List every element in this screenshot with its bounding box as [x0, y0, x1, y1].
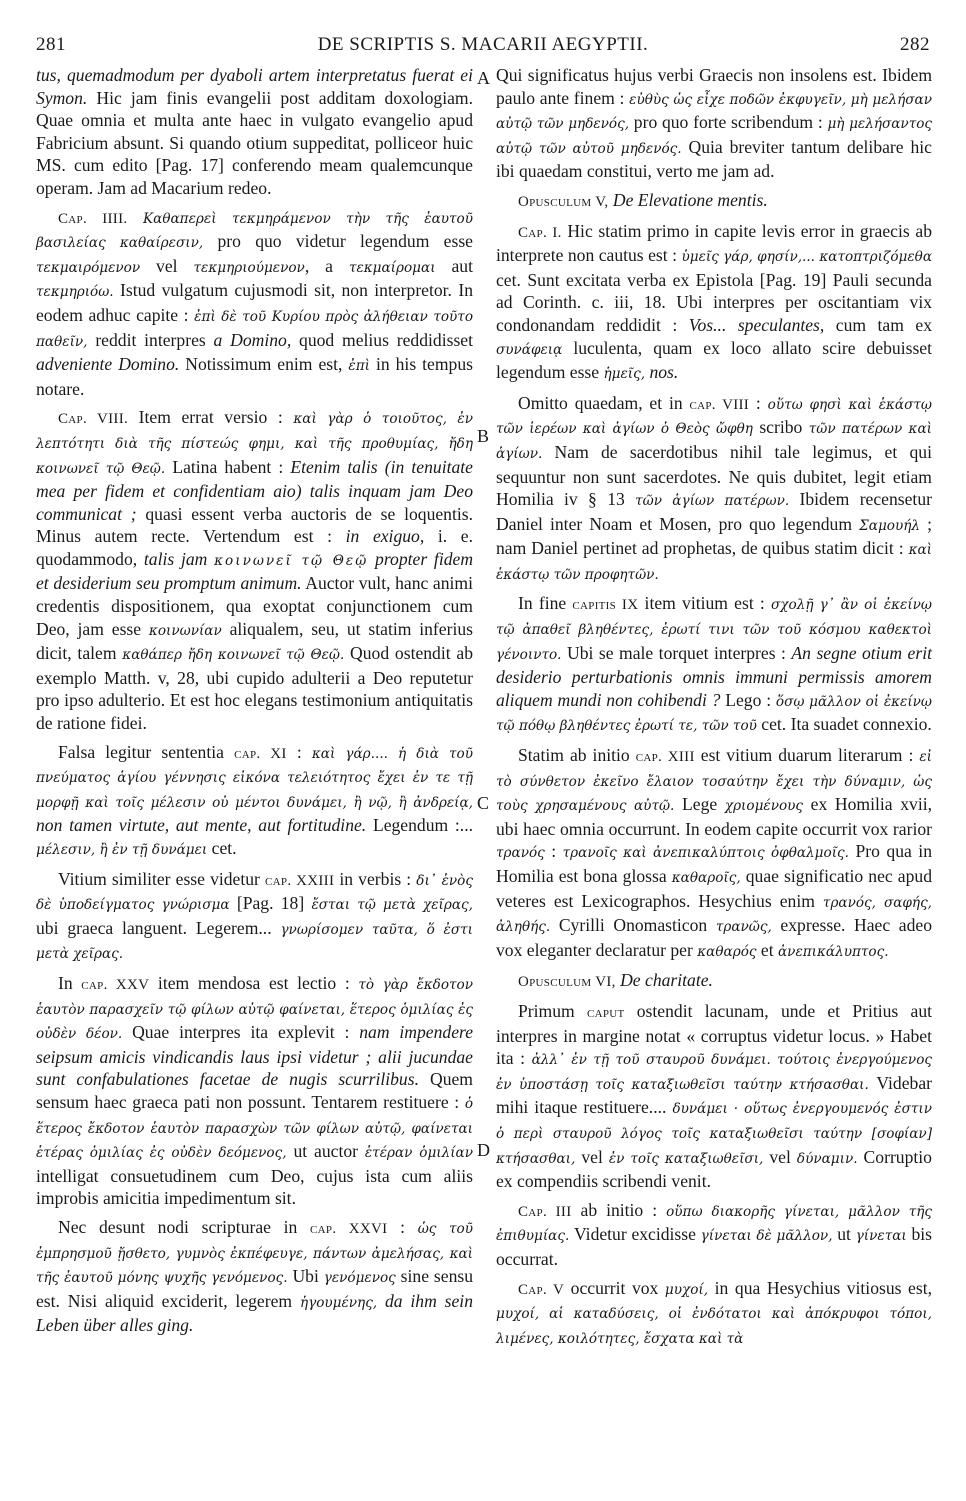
- greek-text: γενόμενος: [323, 1270, 396, 1287]
- opusculum-label: Opusculum VI,: [518, 974, 616, 991]
- text: bis occurrat.: [496, 1224, 932, 1269]
- text: ubi graeca languent. Legerem...: [36, 917, 281, 938]
- text: Qui significatus hujus verbi Graecis non insolens est. Ibidem paulo ante finem :: [496, 65, 932, 108]
- text: Auctor vult, hanc animi credentis dispositionem, qua exoptat conjunctionem cum Deo, jam esse: [36, 573, 474, 639]
- text: Falsa legitur sententia: [58, 741, 235, 762]
- chapter-ref: Cap. III: [518, 1203, 572, 1220]
- greek-text: καὶ γάρ.... ἡ διὰ τοῦ πνεύματος ἁγίου γέννησις εἰκόνα τελειότητος ἔχει ἐν τε τῇ μορφῇ καὶ τοῖς μέλεσιν οὐ μέντοι δυνάμει, ἢ νῷ, ἢ ἀνδρείᾳ,: [36, 745, 474, 811]
- greek-text: γίνεται δὲ μᾶλλον,: [700, 1228, 833, 1245]
- text: ex Homilia xvii, ubi haec omnia occurrunt. In eodem capite occurrit vox rarior: [496, 794, 932, 839]
- text: reddit interpres: [87, 329, 214, 350]
- chapter-ref: Cap. V: [518, 1281, 565, 1298]
- running-title: DE SCRIPTIS S. MACARII AEGYPTII.: [317, 34, 649, 55]
- text: Vitium similiter esse videtur: [58, 868, 266, 889]
- text: expresse. Haec adeo vox eleganter declaratur per: [496, 915, 932, 960]
- greek-text: καθάπερ ἤδη κοινωνεῖ τῷ Θεῷ.: [122, 647, 345, 664]
- text: pro quo forte scribendum :: [629, 112, 828, 133]
- greek-text: ἑτέραν ὁμιλίαν: [364, 1145, 473, 1162]
- paragraph: [36, 406, 473, 734]
- text: Nam de sacerdotibus nihil tale legimus, et qui sequuntur non sunt sacerdotes. Ne quis dubitet, legit etiam Homilia iv § 13: [496, 441, 932, 510]
- text: quasi essent verba auctoris de se loquentis. Minus autem recte. Vertendum est :: [36, 503, 473, 547]
- text: ut: [832, 1224, 856, 1245]
- greek-text: τῶν πατέρων καὶ ἁγίων.: [496, 421, 932, 462]
- chapter-ref: cap. XXV: [81, 976, 150, 993]
- greek-text: ἡμεῖς,: [603, 366, 646, 383]
- paragraph: [496, 392, 932, 587]
- paragraph: [496, 64, 932, 183]
- text: cet. Ita suadet connexio.: [756, 714, 932, 735]
- text: Item errat versio :: [128, 407, 294, 428]
- greek-text: ἔσται τῷ μετὰ χεῖρας,: [311, 897, 473, 914]
- text: Hic statim primo in capite levis error in graecis ab interprete non cautus est :: [496, 220, 932, 266]
- greek-text: ἀνεπικάλυπτος.: [778, 943, 889, 960]
- greek-text: καὶ γὰρ ὁ τοιοῦτος, ἐν λεπτότητι διὰ τῆς πίστεώς φημι, καὶ τῆς προθυμίας, ἤδη κοινωνεῖ τῷ Θεῷ.: [36, 411, 473, 477]
- greek-text: ὡς τοῦ ἐμπρησμοῦ ᾔσθετο, γυμνὸς ἐκπέφευγε, πάντων ἀμελήσας, καὶ τῆς ἑαυτοῦ μόνης ψυχῆς γενόμενος.: [36, 1220, 473, 1287]
- text: Nec desunt nodi scripturae in: [58, 1216, 311, 1237]
- text: Corruptio ex compendiis scribendi venit.: [496, 1146, 932, 1192]
- text: et: [756, 939, 778, 960]
- text: Legendum :...: [366, 815, 474, 836]
- greek-text: γίνεται: [855, 1228, 907, 1245]
- greek-text: ὑμεῖς γάρ, φησίν,... κατοπτριζόμεθα: [681, 249, 933, 266]
- greek-text: τῶν ἁγίων πατέρων.: [635, 493, 790, 510]
- italic-text: propter fidem et desiderium seu promptum animum.: [36, 548, 474, 594]
- greek-text: συνάφειᾳ: [496, 341, 563, 358]
- greek-text: Καθαπερεὶ τεκμηράμενον τὴν τῆς ἑαυτοῦ βασιλείας καθαίρεσιν,: [36, 210, 473, 252]
- text: Cyrilli Onomasticon: [550, 915, 716, 936]
- text: ut auctor: [286, 1141, 365, 1162]
- text: intelligat consuetudinem cum Deo, cujus ista cum aliis improbis amicitia impedimentum sit.: [36, 1165, 473, 1209]
- text: est vitium duarum literarum :: [694, 745, 920, 766]
- greek-text: καθαροῖς,: [671, 870, 741, 886]
- text: Quia breviter tantum delibare hic ibi quaedam constitui, verto me jam ad.: [496, 136, 932, 182]
- text: i. e. quodammodo,: [36, 526, 473, 569]
- greek-text: μυχοί, αἱ καταδύσεις, οἱ ἐνδότατοι καὶ ἀπόκρυφοι τόποι, λιμένες, κοιλότητες, ἔσχατα καὶ τὰ: [496, 1306, 932, 1347]
- text: Quae interpres ita explevit :: [122, 1022, 360, 1043]
- greek-text: γνωρίσομεν ταῦτα, ὅ ἐστι μετὰ χεῖρας.: [36, 921, 473, 963]
- italic-text: da ihm sein Leben über alles ging.: [36, 1290, 473, 1336]
- text: Primum: [518, 1000, 587, 1021]
- text: item vitium est :: [638, 593, 771, 614]
- greek-text: μὴ μελήσαντος αὐτῷ τῶν αὐτοῦ μηδενός.: [496, 116, 933, 157]
- text: Istud vulgatum cujusmodi sit, non interpretor. In eodem adhuc capite :: [36, 280, 473, 325]
- text: Ubi: [287, 1266, 324, 1287]
- text: In: [58, 972, 82, 993]
- text: Videtur excidisse: [569, 1224, 701, 1245]
- paragraph: [496, 592, 932, 738]
- greek-text: μέλεσιν, ἢ ἐν τῇ δυνάμει: [36, 842, 208, 858]
- greek-text: ὅσῳ μᾶλλον οἱ ἐκείνῳ τῷ πόθῳ βληθέντες ἐρωτί τε, τῶν τοῦ: [496, 693, 933, 735]
- chapter-ref: Cap. VIII.: [58, 411, 129, 428]
- greek-text: ὁ ἕτερος ἔκδοτον ἑαυτὸν παρασχὼν τῶν φίλων αὐτῷ, φαίνεται ἑτέρας ὁμιλίας ἐς οὐδὲν δεόμενος,: [36, 1095, 473, 1162]
- text: [Pag. 18]: [229, 893, 312, 914]
- chapter-ref: caput: [586, 1004, 625, 1021]
- greek-text: τρανός, σαφής, ἀληθής.: [496, 894, 933, 936]
- italic-text: nos.: [645, 362, 679, 383]
- text: Statim ab initio: [518, 745, 636, 766]
- text: ab initio :: [571, 1199, 667, 1220]
- greek-text: ἐν τοῖς καταξιωθεῖσι,: [608, 1150, 764, 1167]
- greek-text: δι᾽ ἑνὸς δὲ ὑποδείγματος γνώρισμα: [36, 872, 473, 914]
- text: quae significatio nec apud veteres est Lexicographos. Hesychius enim: [496, 866, 932, 911]
- chapter-ref: cap. XI: [234, 745, 287, 762]
- paragraph: [496, 1277, 932, 1351]
- italic-text: An segne otium erit desiderio perturbationis omnis immuni permissis amorem aliquem mundi non cohibendi ?: [496, 642, 932, 710]
- text: cet.: [207, 838, 237, 858]
- text: Videbar mihi itaque restituere....: [496, 1072, 932, 1118]
- greek-text: κοινωνεῖ τῷ Θεῷ: [214, 552, 369, 569]
- chapter-ref: capitis IX: [572, 597, 639, 614]
- chapter-ref: Cap. IIII.: [58, 210, 128, 227]
- text: vel: [763, 1146, 797, 1167]
- greek-text: ἐπὶ δὲ τοῦ Κυρίου πρὸς ἀλήθειαν τοῦτο παθεῖν,: [36, 308, 473, 350]
- page-number-left: 281: [36, 34, 66, 55]
- italic-text: Etenim talis (in tenuitate mea per fidem et confidentiam aio) talis inquam jam Deo communicat ;: [36, 456, 473, 524]
- text: Hic jam finis evangelii post additam doxologiam. Quae omnia et multa ante haec in vulgato evangelio apud Fabricium absunt. Si quando otium suppeditat, polliceor huic MS. cum edito [Pag. 17] conferendo meam qualemcunque operam. Jam ad Macarium redeo.: [36, 87, 473, 198]
- greek-text: μυχοί,: [664, 1281, 709, 1298]
- paragraph: [36, 741, 473, 862]
- text: vel: [140, 255, 194, 276]
- greek-text: τεκμαιρόμενον: [36, 259, 141, 276]
- margin-marker-d: D: [477, 1140, 490, 1160]
- greek-text: τὸ γὰρ ἔκδοτον ἑαυτὸν παρασχεῖν τῷ φίλων αὐτῷ φαίνεται, ἕτερος ὁμιλίας ἐς οὐδὲν δέον.: [36, 976, 473, 1043]
- greek-text: τρανῶς,: [715, 919, 772, 936]
- text: Lego :: [720, 689, 776, 710]
- text: quod melius reddidisset: [291, 329, 473, 350]
- text: in verbis :: [334, 868, 417, 889]
- greek-text: Σαμουήλ: [859, 517, 920, 534]
- text: in qua Hesychius vitiosus est,: [708, 1277, 932, 1298]
- text: ; nam Daniel pertinet ad prophetas, de quibus statim dicit :: [496, 513, 932, 559]
- text: Pro qua in Homilia est bona glossa: [496, 841, 932, 886]
- greek-text: καθαρός: [697, 943, 757, 960]
- margin-marker-b: B: [477, 426, 490, 446]
- text: Ubi se male torquet interpres :: [561, 642, 792, 663]
- section-title: De charitate.: [615, 970, 713, 991]
- italic-text: adveniente Domino.: [36, 354, 180, 375]
- paragraph: [496, 1000, 932, 1193]
- text: luculenta, quam ex loco allato scire debuisset legendum esse: [496, 337, 932, 383]
- greek-text: κοινωνίαν: [148, 622, 222, 639]
- page-header: [36, 34, 930, 64]
- greek-text: σχολῇ γ᾽ ἂν οἱ ἐκείνῳ τῷ ἀπαθεῖ βληθέντες, ἐρωτί τινι τῶν τοῦ κόσμου καθεκτοὶ γένοιντο.: [496, 597, 933, 663]
- page-number-right: 282: [900, 34, 930, 55]
- text: :: [286, 741, 312, 762]
- greek-text: ἀλλ᾽ ἐν τῇ τοῦ σταυροῦ δυνάμει. τούτοις ἐνεργούμενος ἐν ὑποστάσῃ τοῖς καταξιωθεῖσι ταύτην κτήσασθαι.: [496, 1052, 932, 1093]
- margin-marker-c: C: [477, 793, 490, 813]
- paragraph: [36, 972, 473, 1210]
- text: in his tempus notare.: [36, 354, 473, 399]
- chapter-ref: cap. XIII: [635, 749, 695, 766]
- text: Ibidem recensetur Daniel inter Noam et Mosen, pro quo legendum: [496, 489, 932, 534]
- paragraph: [36, 868, 473, 966]
- text: In fine: [518, 593, 573, 614]
- text: sine sensu est. Nisi aliquid exciderit, legerem: [36, 1266, 474, 1311]
- text: scribo: [752, 417, 809, 438]
- section-title: De Elevatione mentis.: [608, 189, 768, 210]
- greek-text: δυνάμει · οὕτως ἐνεργουμενός ἐστιν ὁ περὶ σταυροῦ λόγος τοῖς καταξιωθεῖσι ταύτην [σοφίαν] κτήσασθαι,: [496, 1101, 932, 1167]
- text: :: [749, 392, 768, 413]
- paragraph: [496, 744, 932, 963]
- text: vel: [575, 1146, 609, 1167]
- text: cum tam ex: [824, 314, 932, 335]
- text: Latina habent :: [165, 456, 291, 477]
- paragraph: [36, 206, 473, 401]
- italic-text: nam impendere seipsum amicis vindicandis laus ipsi videtur ; alii jucundae sunt confabulationes facetae de nugis scurrilibus.: [36, 1022, 473, 1090]
- chapter-ref: cap. XXIII: [265, 872, 335, 889]
- text: Omitto quaedam, et in: [518, 392, 690, 413]
- paragraph: [36, 1216, 473, 1337]
- section-heading: [496, 969, 932, 994]
- italic-text: talis jam: [143, 548, 215, 569]
- text: Notissimum enim est,: [179, 354, 349, 375]
- greek-text: δύναμιν.: [796, 1150, 858, 1167]
- greek-text: οὕπω διακορῆς γίνεται, μᾶλλον τῆς ἐπιθυμίας.: [496, 1203, 933, 1245]
- text: Lege: [674, 794, 725, 815]
- italic-text: in exiguo,: [345, 526, 425, 547]
- greek-text: τρανοῖς καὶ ἀνεπικαλύπτοις ὀφθαλμοῖς.: [562, 845, 849, 862]
- text: pro quo videtur legendum esse: [203, 231, 473, 252]
- text: item mendosa est lectio :: [149, 972, 359, 993]
- chapter-ref: cap. VIII: [689, 396, 750, 413]
- text: aliqualem, seu, ut statim inferius dicit, talem: [36, 618, 473, 664]
- text: ostendit lacunam, unde et Pritius aut interpres in margine notat « corruptus videtur locus. » Habet ita :: [496, 1000, 933, 1069]
- text: Quem sensum haec graeca pati non possunt. Tentarem restituere :: [36, 1069, 473, 1112]
- greek-text: τεκμηριούμενον: [193, 259, 305, 276]
- greek-text: εὐθὺς ὡς εἶχε ποδῶν ἐκφυγεῖν, μὴ μελήσαν αὐτῷ τῶν μηδενός,: [496, 91, 932, 133]
- right-column: [496, 64, 932, 1350]
- italic-text: tus, quemadmodum per dyaboli artem interpretatus fuerat ei Symon.: [36, 65, 473, 108]
- greek-text: τεκμηριόω.: [36, 284, 114, 301]
- opusculum-label: Opusculum V,: [518, 193, 609, 210]
- greek-text: καὶ ἑκάστῳ τῶν προφητῶν.: [496, 542, 932, 583]
- paragraph: [496, 220, 932, 386]
- paragraph: [496, 1199, 932, 1271]
- italic-text: non tamen virtute, aut mente, aut fortitudine.: [36, 815, 367, 836]
- greek-text: ἐπὶ: [348, 358, 370, 375]
- left-column: [36, 64, 473, 1337]
- text: aut: [435, 255, 473, 276]
- greek-text: εἰ τὸ σύνθετον ἐκεῖνο ἔλαιον τοσαύτην ἔχει τὴν δύναμιν, ὡς τοὺς χρησαμένους αὐτῷ.: [496, 749, 933, 815]
- margin-marker-a: A: [477, 68, 490, 88]
- italic-text: Vos... speculantes,: [688, 314, 825, 335]
- text: occurrit vox: [564, 1277, 665, 1298]
- italic-text: a Domino,: [213, 329, 292, 350]
- greek-text: τρανός: [496, 845, 545, 862]
- greek-text: οὕτω φησὶ καὶ ἑκάστῳ τῶν ἱερέων καὶ ἁγίων ὁ Θεὸς ὤφθη: [496, 396, 932, 438]
- greek-text: ἡγουμένης,: [299, 1294, 378, 1311]
- text: Quod ostendit ab exemplo Matth. v, 28, ubi cupido adulterii a Deo reputetur pro ipso adulterio. Et est hoc elegans testimonium antiquitatis de ratione fidei.: [36, 643, 473, 734]
- text: cet. Sunt excitata verba ex Epistola [Pag. 19] Pauli secunda ad Corinth. c. iii, 18. Ubi interpres per oscitantiam vix condonandam reddidit :: [496, 269, 932, 335]
- text: , a: [304, 255, 349, 276]
- greek-text: χριομένους: [724, 798, 804, 815]
- text: :: [387, 1216, 418, 1237]
- greek-text: τεκμαίρομαι: [348, 259, 436, 276]
- paragraph: [36, 64, 473, 200]
- chapter-ref: cap. XXVI: [310, 1220, 388, 1237]
- section-heading: [496, 189, 932, 214]
- chapter-ref: Cap. I.: [518, 224, 562, 241]
- text: :: [544, 841, 563, 862]
